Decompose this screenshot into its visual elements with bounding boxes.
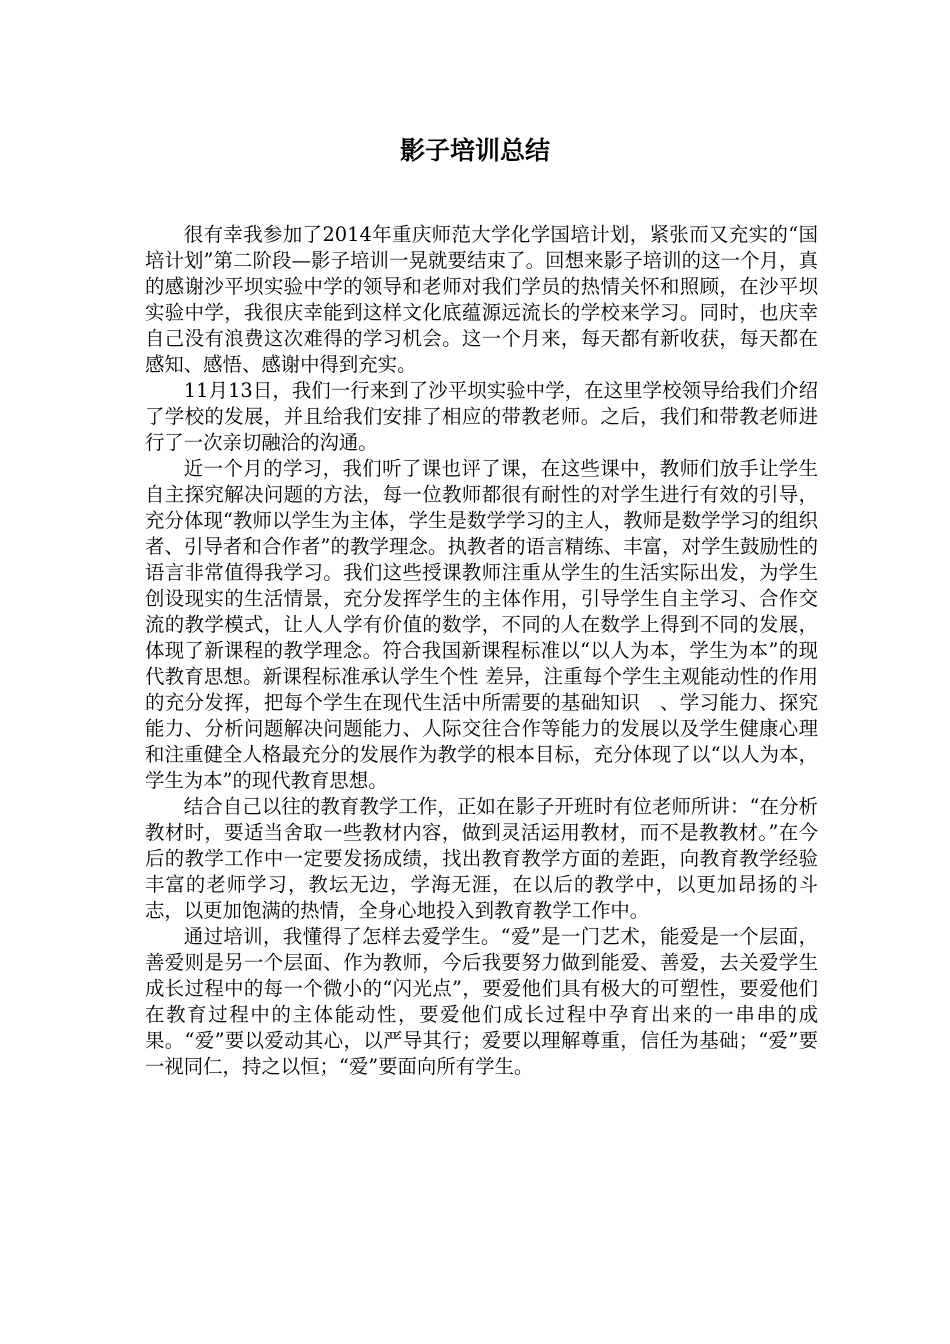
paragraph: 通过培训，我懂得了怎样去爱学生。“爱”是一门艺术，能爱是一个层面，善爱则是另一个层面、作为教师，今后我要努力做到能爱、善爱，去关爱学生成长过程中的每一个微小的“闪光点”，要爱他们具有极大的可塑性，要爱他们在教育过程中的主体能动性，要爱他们成长过程中孕育出来的一串串的成果。“爱”要以爱动其心，以严导其行；爱要以理解尊重，信任为基础；“爱”要一视同仁，持之以恒；“爱”要面向所有学生。 xyxy=(145,925,818,1078)
paragraph: 很有幸我参加了2014年重庆师范大学化学国培计划，紧张而又充实的“国培计划”第二阶段—影子培训一晃就要结束了。回想来影子培训的这一个月，真的感谢沙平坝实验中学的领导和老师对我们学员的热情关怀和照顾，在沙平坝实验中学，我很庆幸能到这样文化底蕴源远流长的学校来学习。同时，也庆幸自己没有浪费这次难得的学习机会。这一个月来，每天都有新收获，每天都在感知、感悟、感谢中得到充实。 xyxy=(145,223,818,376)
paragraph: 结合自己以往的教育教学工作，正如在影子开班时有位老师所讲：“在分析教材时，要适当舍取一些教材内容，做到灵活运用教材，而不是教教材。”在今后的教学工作中一定要发扬成绩，找出教育教学方面的差距，向教育教学经验丰富的老师学习，教坛无边，学海无涯，在以后的教学中，以更加昂扬的斗志，以更加饱满的热情，全身心地投入到教育教学工作中。 xyxy=(145,795,818,922)
paragraph: 11月13日，我们一行来到了沙平坝实验中学，在这里学校领导给我们介绍了学校的发展，并且给我们安排了相应的带教老师。之后，我们和带教老师进行了一次亲切融洽的沟通。 xyxy=(145,379,818,454)
document-title: 影子培训总结 xyxy=(399,136,550,165)
paragraph: 近一个月的学习，我们听了课也评了课，在这些课中，教师们放手让学生自主探究解决问题的方法，每一位教师都很有耐性的对学生进行有效的引导，充分体现“教师以学生为主体，学生是数学学习的主人，教师是数学学习的组织者、引导者和合作者”的教学理念。执教者的语言精练、丰富，对学生鼓励性的语言非常值得我学习。我们这些授课教师注重从学生的生活实际出发，为学生创设现实的生活情景，充分发挥学生的主体作用，引导学生自主学习、合作交流的教学模式，让人人学有价值的数学，不同的人在数学上得到不同的发展，体现了新课程的教学理念。符合我国新课程标准以“以人为本，学生为本”的现代教育思想。新课程标准承认学生个性 差异，注重每个学生主观能动性的作用的充分发挥，把每个学生在现代生活中所需要的基础知识 、学习能力、探究能力、分析问题解决问题能力、人际交往合作等能力的发展以及学生健康心理和注重健全人格最充分的发展作为教学的根本目标，充分体现了以“以人为本，学生为本”的现代教育思想。 xyxy=(145,457,818,792)
document-body xyxy=(145,222,818,1080)
